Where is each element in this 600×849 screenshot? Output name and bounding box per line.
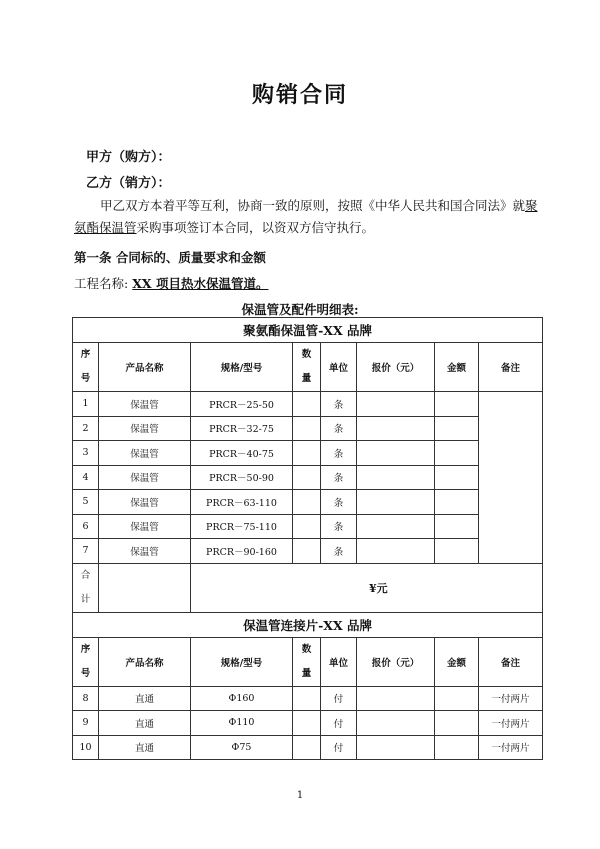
cell-unit: 付 — [321, 686, 357, 711]
cell-no: 10 — [73, 735, 99, 760]
article-1-heading: 第一条 合同标的、质量要求和金额 — [74, 250, 266, 265]
cell-remark: 一付两片 — [479, 735, 543, 760]
cell-name: 直通 — [99, 711, 191, 736]
cell-name: 保温管 — [99, 465, 191, 490]
cell-amount[interactable] — [435, 686, 479, 711]
cell-spec: Φ75 — [191, 735, 293, 760]
cell-amount[interactable] — [435, 441, 479, 466]
table-row — [73, 490, 543, 515]
cell-qty[interactable] — [293, 735, 321, 760]
page-number: 1 — [296, 790, 304, 801]
cell-amount[interactable] — [435, 465, 479, 490]
table-row — [73, 514, 543, 539]
cell-spec: PRCR－40-75 — [191, 441, 293, 466]
cell-price[interactable] — [357, 711, 435, 736]
cell-amount[interactable] — [435, 711, 479, 736]
section1-remark-cell[interactable] — [479, 392, 543, 564]
table-row — [73, 441, 543, 466]
cell-amount[interactable] — [435, 539, 479, 564]
cell-amount[interactable] — [435, 514, 479, 539]
header-qty: 数 量 — [293, 343, 321, 392]
header-name: 产品名称 — [99, 343, 191, 392]
cell-name: 直通 — [99, 735, 191, 760]
section2-header-row — [73, 637, 543, 686]
project-value: XX 项目热水保温管道。 — [132, 276, 269, 291]
total-label: 合 计 — [73, 563, 99, 612]
cell-no: 6 — [73, 514, 99, 539]
cell-qty[interactable] — [293, 465, 321, 490]
cell-spec: PRCR－90-160 — [191, 539, 293, 564]
total-value[interactable]: ¥元 — [191, 563, 543, 612]
section1-total-row — [73, 563, 543, 612]
table-row — [73, 686, 543, 711]
table-row — [73, 539, 543, 564]
cell-unit: 条 — [321, 392, 357, 417]
header-amount: 金额 — [435, 343, 479, 392]
cell-price[interactable] — [357, 490, 435, 515]
table-row — [73, 711, 543, 736]
section1-title: 聚氨酯保温管-XX 品牌 — [73, 318, 543, 343]
cell-no: 7 — [73, 539, 99, 564]
cell-spec: PRCR－63-110 — [191, 490, 293, 515]
cell-remark: 一付两片 — [479, 711, 543, 736]
header-remark: 备注 — [479, 637, 543, 686]
table-row — [73, 392, 543, 417]
cell-unit: 条 — [321, 514, 357, 539]
project-line — [74, 274, 268, 292]
party-a-label: 甲方（购方）： — [86, 150, 171, 165]
cell-price[interactable] — [357, 539, 435, 564]
section1-title-row — [73, 318, 543, 343]
cell-qty[interactable] — [293, 490, 321, 515]
intro-text-2: 采购事项签订本合同，以资双方信守执行。 — [136, 220, 375, 235]
cell-unit: 付 — [321, 711, 357, 736]
cell-name: 保温管 — [99, 392, 191, 417]
project-label: 工程名称: — [74, 276, 129, 291]
cell-price[interactable] — [357, 416, 435, 441]
intro-text-1: 甲乙双方本着平等互利，协商一致的原则，按照《中华人民共和国合同法》就 — [100, 198, 526, 213]
header-unit: 单位 — [321, 343, 357, 392]
section2-title-row — [73, 612, 543, 637]
section2-title: 保温管连接片-XX 品牌 — [73, 612, 543, 637]
header-amount: 金额 — [435, 637, 479, 686]
cell-spec: PRCR－32-75 — [191, 416, 293, 441]
cell-name: 保温管 — [99, 441, 191, 466]
cell-price[interactable] — [357, 465, 435, 490]
table-row — [73, 416, 543, 441]
cell-qty[interactable] — [293, 539, 321, 564]
cell-spec: Φ110 — [191, 711, 293, 736]
cell-no: 5 — [73, 490, 99, 515]
cell-unit: 付 — [321, 735, 357, 760]
cell-spec: PRCR－25-50 — [191, 392, 293, 417]
header-remark: 备注 — [479, 343, 543, 392]
cell-qty[interactable] — [293, 711, 321, 736]
cell-qty[interactable] — [293, 686, 321, 711]
header-spec: 规格/型号 — [191, 343, 293, 392]
cell-no: 2 — [73, 416, 99, 441]
header-unit: 单位 — [321, 637, 357, 686]
cell-name: 直通 — [99, 686, 191, 711]
cell-name: 保温管 — [99, 416, 191, 441]
cell-amount[interactable] — [435, 392, 479, 417]
header-qty: 数 量 — [293, 637, 321, 686]
cell-price[interactable] — [357, 392, 435, 417]
cell-unit: 条 — [321, 416, 357, 441]
cell-name: 保温管 — [99, 514, 191, 539]
header-name: 产品名称 — [99, 637, 191, 686]
cell-spec: Φ160 — [191, 686, 293, 711]
cell-unit: 条 — [321, 490, 357, 515]
table-row — [73, 465, 543, 490]
header-spec: 规格/型号 — [191, 637, 293, 686]
cell-no: 3 — [73, 441, 99, 466]
intro-product: 聚氨酯保温管 — [74, 198, 538, 235]
cell-amount[interactable] — [435, 416, 479, 441]
detail-table — [72, 317, 543, 760]
header-price: 报价（元） — [357, 343, 435, 392]
party-b-label: 乙方（销方）： — [86, 176, 171, 191]
cell-spec: PRCR－50-90 — [191, 465, 293, 490]
table-row — [73, 735, 543, 760]
cell-no: 4 — [73, 465, 99, 490]
cell-remark: 一付两片 — [479, 686, 543, 711]
cell-price[interactable] — [357, 686, 435, 711]
cell-unit: 条 — [321, 441, 357, 466]
cell-amount[interactable] — [435, 490, 479, 515]
header-price: 报价（元） — [357, 637, 435, 686]
table-caption: 保温管及配件明细表: — [241, 302, 359, 317]
cell-spec: PRCR－75-110 — [191, 514, 293, 539]
cell-no: 9 — [73, 711, 99, 736]
cell-qty[interactable] — [293, 416, 321, 441]
cell-price[interactable] — [357, 735, 435, 760]
cell-qty[interactable] — [293, 514, 321, 539]
cell-qty[interactable] — [293, 441, 321, 466]
header-seq: 序 号 — [73, 637, 99, 686]
document-title: 购销合同 — [251, 82, 348, 108]
cell-qty[interactable] — [293, 392, 321, 417]
cell-unit: 条 — [321, 539, 357, 564]
cell-name: 保温管 — [99, 490, 191, 515]
cell-no: 1 — [73, 392, 99, 417]
cell-amount[interactable] — [435, 735, 479, 760]
cell-price[interactable] — [357, 441, 435, 466]
cell-name: 保温管 — [99, 539, 191, 564]
section1-header-row — [73, 343, 543, 392]
cell-price[interactable] — [357, 514, 435, 539]
intro-paragraph — [74, 195, 544, 239]
header-seq: 序 号 — [73, 343, 99, 392]
cell-unit: 条 — [321, 465, 357, 490]
total-blank — [99, 563, 191, 612]
cell-no: 8 — [73, 686, 99, 711]
